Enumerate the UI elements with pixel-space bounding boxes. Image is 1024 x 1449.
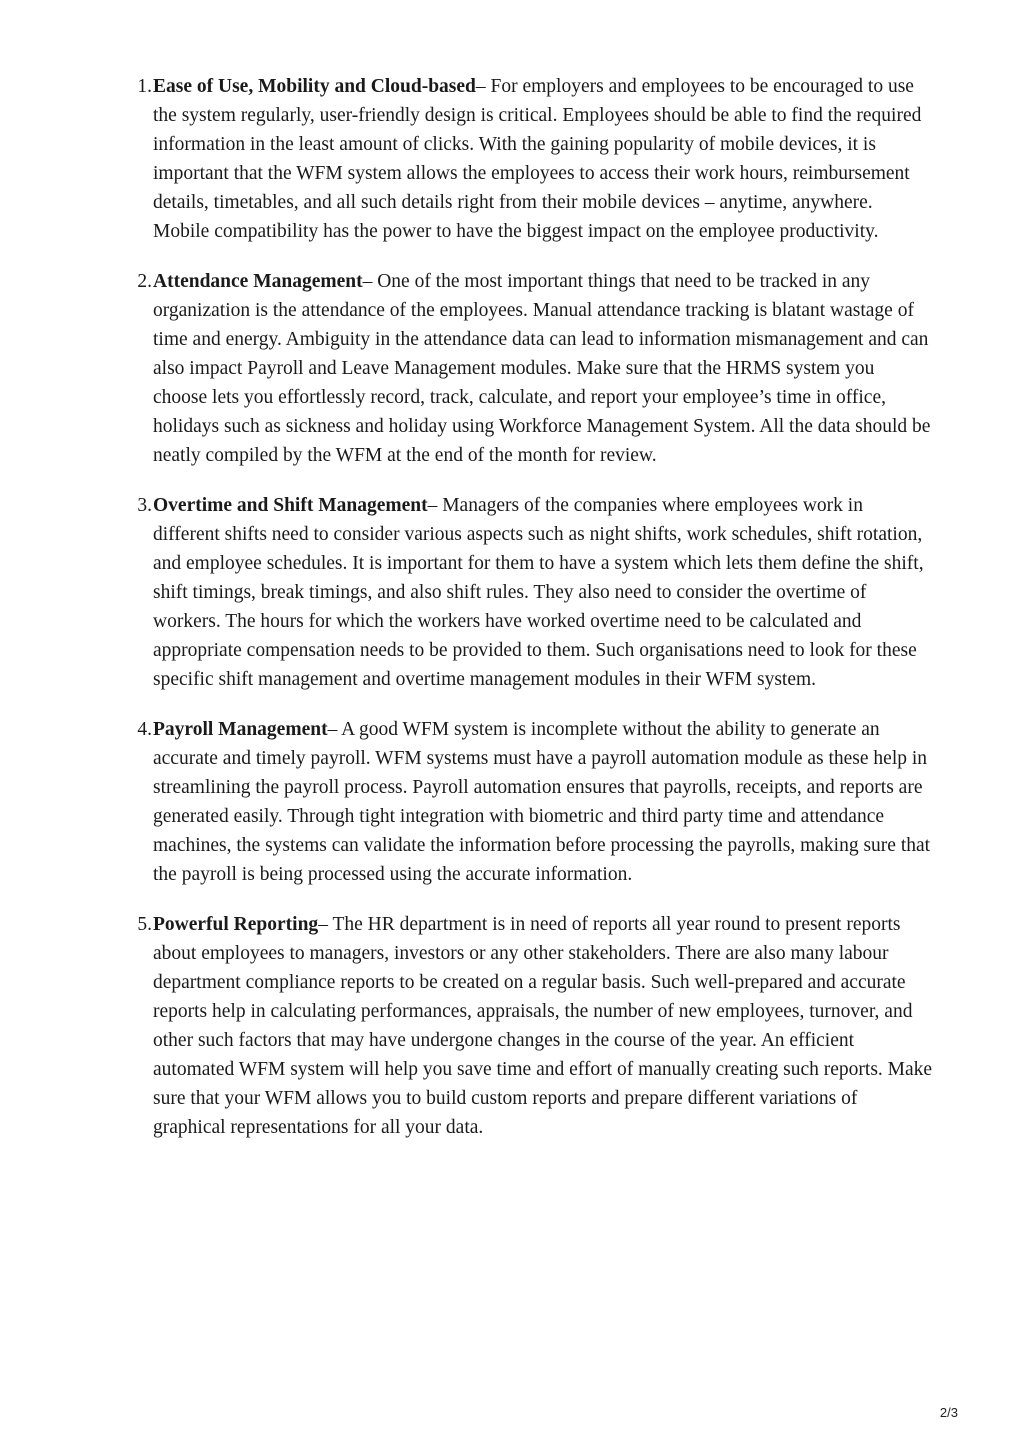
list-item-number: 4. bbox=[137, 719, 152, 740]
list-item-number: 3. bbox=[137, 495, 152, 516]
list-item-title: Ease of Use, Mobility and Cloud-based bbox=[153, 76, 476, 97]
list-item bbox=[137, 715, 933, 889]
list-item-number: 5. bbox=[137, 914, 152, 935]
list-item-title: Overtime and Shift Management bbox=[153, 495, 428, 516]
list-item bbox=[137, 491, 933, 694]
list-item-text: – A good WFM system is incomplete without the ability to generate an accurate and timely payroll. WFM systems must have a payroll automation module as these help in streamlining the payroll process. Payroll automation ensures that payrolls, receipts, and reports are generated easily. Through tight integration with biometric and third party time and attendance machines, the systems can validate the information before processing the payrolls, making sure that the payroll is being processed using the accurate information. bbox=[153, 719, 931, 885]
list-item-number: 2. bbox=[137, 271, 152, 292]
list-item bbox=[137, 910, 933, 1142]
list-item-text: – The HR department is in need of reports all year round to present reports about employees to managers, investors or any other stakeholders. There are also many labour department compliance reports to be created on a regular basis. Such well-prepared and accurate reports help in calculating performances, appraisals, the number of new employees, turnover, and other such factors that may have undergone changes in the course of the year. An efficient automated WFM system will help you save time and effort of manually creating such reports. Make sure that your WFM allows you to build custom reports and prepare different variations of graphical representations for all your data. bbox=[153, 914, 933, 1138]
feature-list bbox=[137, 72, 933, 1163]
list-item-title: Powerful Reporting bbox=[153, 914, 319, 935]
list-item-text: – For employers and employees to be encouraged to use the system regularly, user-friendly design is critical. Employees should be able to find the required information in the least amount of clicks. With the gaining popularity of mobile devices, it is important that the WFM system allows the employees to access their work hours, reimbursement details, timetables, and all such details right from their mobile devices – anytime, anywhere. Mobile compatibility has the power to have the biggest impact on the employee productivity. bbox=[153, 76, 922, 242]
list-item bbox=[137, 72, 933, 246]
list-item bbox=[137, 267, 933, 470]
list-item-text: – One of the most important things that need to be tracked in any organization is the attendance of the employees. Manual attendance tracking is blatant wastage of time and energy. Ambiguity in the attendance data can lead to information mismanagement and can also impact Payroll and Leave Management modules. Make sure that the HRMS system you choose lets you effortlessly record, track, calculate, and report your employee’s time in office, holidays such as sickness and holiday using Workforce Management System. All the data should be neatly compiled by the WFM at the end of the month for review. bbox=[153, 271, 931, 466]
list-item-title: Payroll Management bbox=[153, 719, 328, 740]
list-item-number: 1. bbox=[137, 76, 152, 97]
list-item-title: Attendance Management bbox=[153, 271, 363, 292]
page-number: 2/3 bbox=[939, 1405, 958, 1420]
list-item-text: – Managers of the companies where employees work in different shifts need to consider various aspects such as night shifts, work schedules, shift rotation, and employee schedules. It is important for them to have a system which lets them define the shift, shift timings, break timings, and also shift rules. They also need to consider the overtime of workers. The hours for which the workers have worked overtime need to be calculated and appropriate compensation needs to be provided to them. Such organisations need to look for these specific shift management and overtime management modules in their WFM system. bbox=[153, 495, 924, 690]
